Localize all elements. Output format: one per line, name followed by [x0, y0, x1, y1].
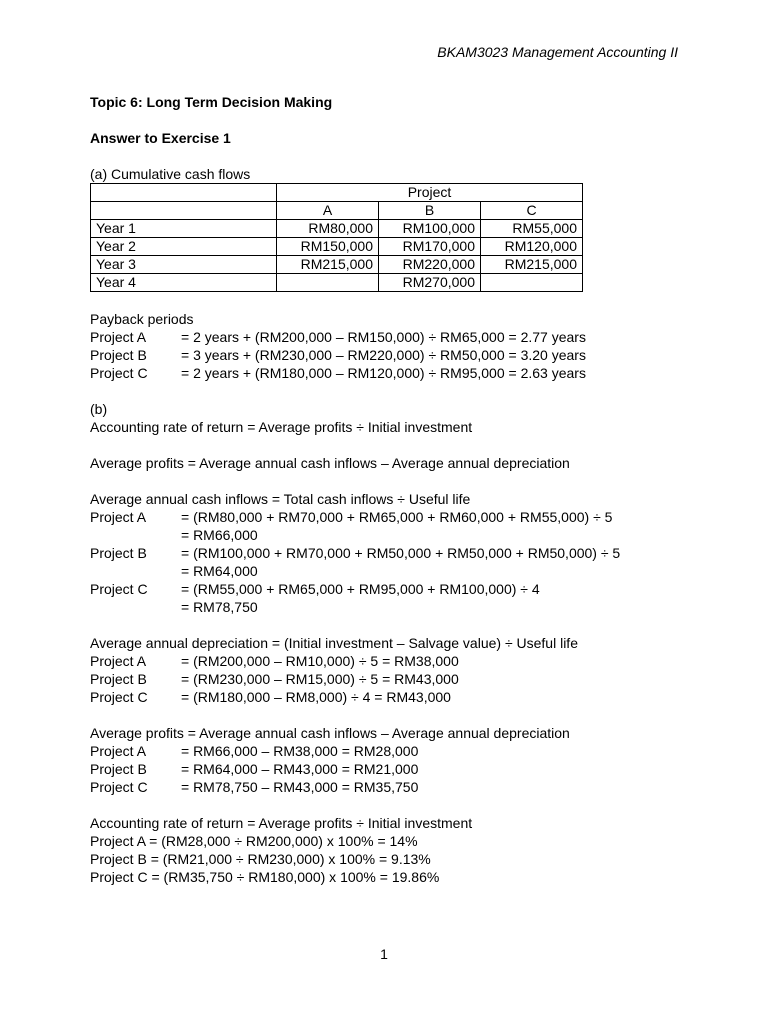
calculation-text: = RM64,000 – RM43,000 = RM21,000 — [181, 761, 419, 777]
project-label: Project C — [90, 689, 148, 705]
inflow-line — [90, 508, 690, 526]
project-label: Project B — [90, 671, 147, 687]
arr-line: Project B = (RM21,000 ÷ RM230,000) x 100% = 9.13% — [90, 851, 431, 867]
table-row — [91, 274, 583, 292]
column-header-a: A — [277, 202, 379, 220]
inflow-result-line — [90, 526, 690, 544]
inflow-line — [90, 580, 690, 598]
cumulative-cash-flow-table — [90, 183, 583, 292]
calculation-text: = (RM55,000 + RM65,000 + RM95,000 + RM100,000) ÷ 4 — [181, 581, 540, 597]
inflow-line — [90, 544, 690, 562]
inflow-result-line — [90, 562, 690, 580]
calculation-text: = (RM100,000 + RM70,000 + RM50,000 + RM50,000 + RM50,000) ÷ 5 — [181, 545, 621, 561]
project-label: Project B — [90, 545, 147, 561]
value-cell: RM220,000 — [379, 256, 481, 274]
average-profit-formula: Average profits = Average annual cash inflows – Average annual depreciation — [90, 455, 570, 471]
arr-heading: Accounting rate of return = Average profits ÷ Initial investment — [90, 815, 473, 831]
value-cell: RM55,000 — [481, 220, 583, 238]
project-label: Project C — [90, 779, 148, 795]
part-b-label: (b) — [90, 401, 108, 417]
project-label: Project A — [90, 743, 147, 759]
arr-formula: Accounting rate of return = Average profits ÷ Initial investment — [90, 419, 473, 435]
depreciation-line — [90, 688, 690, 706]
value-cell: RM170,000 — [379, 238, 481, 256]
project-label: Project B — [90, 761, 147, 777]
project-label: Project A — [90, 329, 147, 345]
table-group-header-row — [91, 184, 583, 202]
value-cell — [277, 274, 379, 292]
calculation-text: = 3 years + (RM230,000 – RM220,000) ÷ RM50,000 = 3.20 years — [181, 347, 586, 363]
payback-line — [90, 346, 690, 364]
calculation-text: = RM78,750 – RM43,000 = RM35,750 — [181, 779, 419, 795]
calculation-text: = (RM200,000 – RM10,000) ÷ 5 = RM38,000 — [181, 653, 459, 669]
value-cell: RM215,000 — [277, 256, 379, 274]
value-cell — [481, 274, 583, 292]
part-a-label: (a) Cumulative cash flows — [90, 166, 251, 182]
project-label: Project B — [90, 347, 147, 363]
project-label: Project C — [90, 581, 148, 597]
profit-line — [90, 760, 690, 778]
year-cell: Year 3 — [91, 256, 277, 274]
project-label: Project A — [90, 509, 147, 525]
table-column-header-row — [91, 202, 583, 220]
year-cell: Year 4 — [91, 274, 277, 292]
value-cell: RM120,000 — [481, 238, 583, 256]
table-row — [91, 238, 583, 256]
profit-line — [90, 778, 690, 796]
value-cell: RM80,000 — [277, 220, 379, 238]
arr-line: Project C = (RM35,750 ÷ RM180,000) x 100% = 19.86% — [90, 869, 440, 885]
topic-title: Topic 6: Long Term Decision Making — [90, 94, 333, 110]
table-row — [91, 220, 583, 238]
calculation-text: = (RM180,000 – RM8,000) ÷ 4 = RM43,000 — [181, 689, 451, 705]
value-cell: RM270,000 — [379, 274, 481, 292]
calculation-text: = 2 years + (RM180,000 – RM120,000) ÷ RM95,000 = 2.63 years — [181, 365, 586, 381]
page-number: 1 — [380, 946, 388, 962]
calculation-result: = RM78,750 — [181, 599, 258, 615]
profits-heading: Average profits = Average annual cash inflows – Average annual depreciation — [90, 725, 570, 741]
calculation-text: = RM66,000 – RM38,000 = RM28,000 — [181, 743, 419, 759]
depreciation-line — [90, 670, 690, 688]
payback-line — [90, 328, 690, 346]
column-header-c: C — [481, 202, 583, 220]
value-cell: RM150,000 — [277, 238, 379, 256]
project-label: Project A — [90, 653, 147, 669]
calculation-result: = RM64,000 — [181, 563, 258, 579]
document-body — [90, 93, 690, 886]
year-cell: Year 2 — [91, 238, 277, 256]
inflows-heading: Average annual cash inflows = Total cash inflows ÷ Useful life — [90, 491, 471, 507]
value-cell: RM215,000 — [481, 256, 583, 274]
exercise-heading: Answer to Exercise 1 — [90, 130, 231, 146]
year-cell: Year 1 — [91, 220, 277, 238]
payback-heading: Payback periods — [90, 311, 194, 327]
course-header: BKAM3023 Management Accounting II — [437, 44, 678, 60]
calculation-text: = 2 years + (RM200,000 – RM150,000) ÷ RM65,000 = 2.77 years — [181, 329, 586, 345]
column-header-b: B — [379, 202, 481, 220]
profit-line — [90, 742, 690, 760]
depreciation-heading: Average annual depreciation = (Initial investment – Salvage value) ÷ Useful life — [90, 635, 578, 651]
table-row — [91, 256, 583, 274]
table-group-header: Project — [277, 184, 583, 202]
depreciation-line — [90, 652, 690, 670]
calculation-text: = (RM80,000 + RM70,000 + RM65,000 + RM60,000 + RM55,000) ÷ 5 — [181, 509, 613, 525]
calculation-result: = RM66,000 — [181, 527, 258, 543]
payback-line — [90, 364, 690, 382]
calculation-text: = (RM230,000 – RM15,000) ÷ 5 = RM43,000 — [181, 671, 459, 687]
value-cell: RM100,000 — [379, 220, 481, 238]
project-label: Project C — [90, 365, 148, 381]
arr-line: Project A = (RM28,000 ÷ RM200,000) x 100% = 14% — [90, 833, 418, 849]
inflow-result-line — [90, 598, 690, 616]
